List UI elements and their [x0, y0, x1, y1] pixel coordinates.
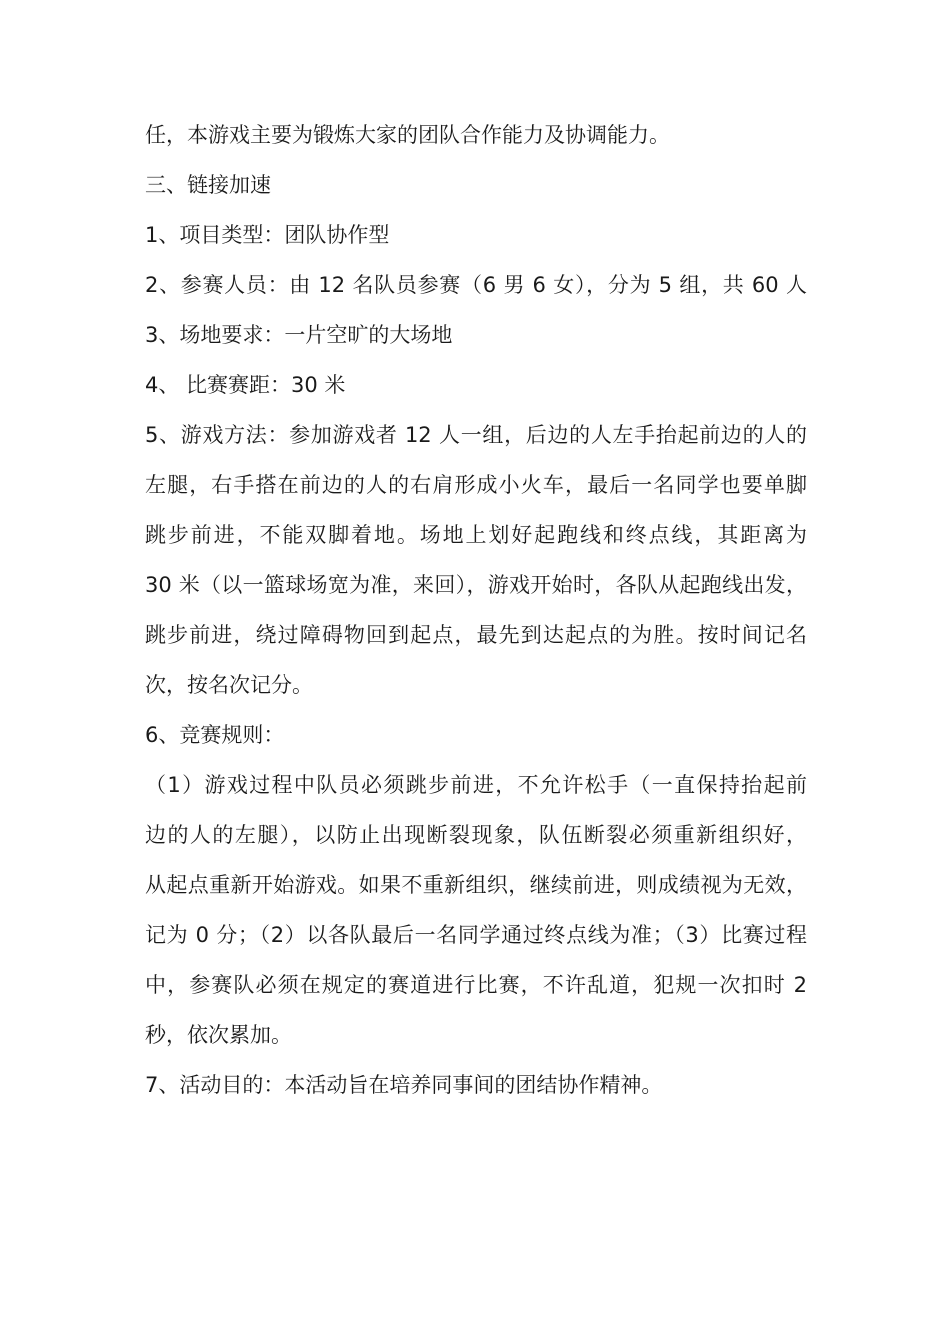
item-distance: 4、 比赛赛距：30 米 [145, 373, 346, 397]
rules-line: 秒，依次累加。 [145, 1023, 292, 1047]
paragraph-line: 次，按名次记分。 [145, 673, 313, 697]
rules-line: 记为 0 分；（2）以各队最后一名同学通过终点线为准；（3）比赛过程 [145, 923, 807, 947]
paragraph-line: 30 米（以一篮球场宽为准，来回），游戏开始时，各队从起跑线出发， [145, 573, 807, 597]
paragraph-line: 左腿，右手搭在前边的人的右肩形成小火车，最后一名同学也要单脚 [145, 473, 807, 497]
rules-line: 边的人的左腿），以防止出现断裂现象，队伍断裂必须重新组织好， [145, 823, 807, 847]
rules-line: （1）游戏过程中队员必须跳步前进，不允许松手（一直保持抬起前 [145, 773, 807, 797]
section-heading: 三、链接加速 [145, 173, 271, 197]
item-game-method: 5、游戏方法：参加游戏者 12 人一组，后边的人左手抬起前边的人的 [145, 423, 807, 447]
item-venue: 3、场地要求：一片空旷的大场地 [145, 323, 453, 347]
item-purpose: 7、活动目的：本活动旨在培养同事间的团结协作精神。 [145, 1073, 663, 1097]
item-participants: 2、参赛人员：由 12 名队员参赛（6 男 6 女），分为 5 组，共 60 人 [145, 273, 807, 297]
rules-line: 从起点重新开始游戏。如果不重新组织，继续前进，则成绩视为无效， [145, 873, 807, 897]
item-rules: 6、竞赛规则： [145, 723, 285, 747]
paragraph-line: 跳步前进，不能双脚着地。场地上划好起跑线和终点线，其距离为 [145, 523, 807, 547]
item-project-type: 1、项目类型：团队协作型 [145, 223, 390, 247]
paragraph-line: 任，本游戏主要为锻炼大家的团队合作能力及协调能力。 [145, 123, 670, 147]
paragraph-line: 跳步前进，绕过障碍物回到起点，最先到达起点的为胜。按时间记名 [145, 623, 807, 647]
rules-line: 中，参赛队必须在规定的赛道进行比赛，不许乱道，犯规一次扣时 2 [145, 973, 807, 997]
